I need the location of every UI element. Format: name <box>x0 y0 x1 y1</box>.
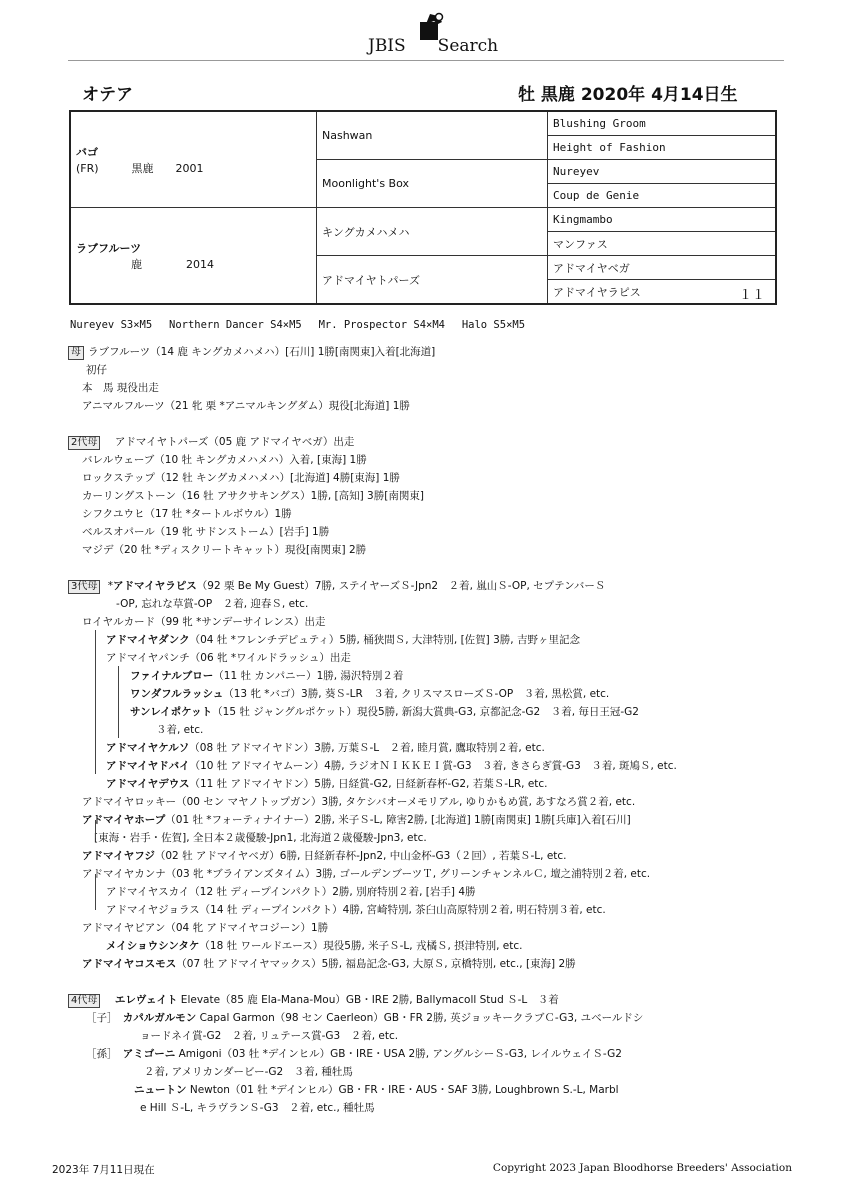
g3-5: Kingmambo <box>548 208 777 232</box>
line-text: （11 牡 カンパニー）1勝, 湯沢特別２着 <box>213 670 404 682</box>
spacer <box>68 973 798 991</box>
horse-name-bold: アドマイヤドバイ <box>106 760 190 772</box>
horse-name-bold: ファイナルブロー <box>130 670 214 682</box>
line-text: Elevate（85 鹿 Ela-Mana-Mou）GB・IRE 2勝, Ballymacoll Stud Ｓ-L ３着 <box>177 994 559 1006</box>
family-line <box>68 1063 798 1081</box>
horse-name: オテア <box>82 85 133 105</box>
spacer <box>68 415 798 433</box>
line-text <box>104 994 115 1006</box>
line-text: （01 牡 *フォーティナイナー）2勝, 米子Ｓ-L, 障害2勝, [北海道] 1勝[南関東] 1勝[兵庫]入着[石川] <box>165 814 631 826</box>
spacer <box>68 559 798 577</box>
family-line <box>68 865 798 883</box>
family-line <box>68 937 798 955</box>
line-text: アドマイヤトパーズ（05 鹿 アドマイヤベガ）出走 <box>104 436 355 448</box>
family-line <box>68 361 798 379</box>
line-text: ラブフルーツ（14 鹿 キングカメハメハ）[石川] 1勝[南関東]入着[北海道] <box>88 346 436 358</box>
generation-tag: 2代母 <box>68 436 100 450</box>
line-text: アドマイヤスカイ（12 牡 ディープインパクト）2勝, 別府特別２着, [岩手] 4勝 <box>106 886 476 898</box>
line-text: アドマイヤカンナ（03 牝 *ブライアンズタイム）3勝, ゴールデンブーツＴ, グリーンチャンネルＣ, 壇之浦特別２着, etc. <box>82 868 651 880</box>
horse-name-bold: アドマイヤホープ <box>82 814 166 826</box>
dam-dam-cell: アドマイヤトパーズ <box>317 256 548 305</box>
line-text: （15 牡 ジャングルポケット）現役5勝, 新潟大賞典-G3, 京都記念-G2 ３着, 毎日王冠-G2 <box>212 706 639 718</box>
family-line <box>68 541 798 559</box>
g3-3: Nureyev <box>548 160 777 184</box>
line-text: （08 牡 アドマイヤドン）3勝, 万葉Ｓ-L ２着, 睦月賞, 鷹取特別２着, etc. <box>189 742 545 754</box>
pedigree-number: １１ <box>738 288 765 303</box>
connector-line <box>118 666 119 738</box>
family-line <box>68 649 798 667</box>
line-text: ロックステップ（12 牡 キングカメハメハ）[北海道] 4勝[東海] 1勝 <box>82 472 400 484</box>
horse-name-bold: アドマイヤケルソ <box>106 742 190 754</box>
line-text: （04 牡 *フレンチデピュティ）5勝, 桶狭間Ｓ, 大津特別, [佐賀] 3勝, 吉野ヶ里記念 <box>189 634 580 646</box>
generation-tag: 4代母 <box>68 994 100 1008</box>
horse-name-bold: アドマイヤダンク <box>106 634 190 646</box>
pedigree-table <box>69 110 777 305</box>
family-line <box>68 703 798 721</box>
g3-6: マンファス <box>548 232 777 256</box>
family-lines <box>68 343 798 1117</box>
line-text: ２着, アメリカンダービー-G2 ３着, 種牡馬 <box>144 1066 353 1078</box>
sire-cell <box>70 111 317 208</box>
family-line <box>68 793 798 811</box>
line-text: （10 牡 アドマイヤムーン）4勝, ラジオＮＩＫＫＥＩ賞-G3 ３着, きさらぎ賞-G3 ３着, 斑鳩Ｓ, etc. <box>189 760 677 772</box>
family-line <box>68 631 798 649</box>
family-line <box>68 667 798 685</box>
footer-copyright: Copyright 2023 Japan Bloodhorse Breeders' Association <box>492 1162 792 1174</box>
sire-name: バゴ <box>76 145 98 159</box>
family-line <box>68 505 798 523</box>
line-text: -OP, 忘れな草賞-OP ２着, 迎春Ｓ, etc. <box>116 598 309 610</box>
horse-name-bold: エレヴェイト <box>114 994 178 1006</box>
line-text: Newton（01 牡 *デインヒル）GB・FR・IRE・AUS・SAF 3勝, Loughbrown S.-L, Marbl <box>186 1084 619 1096</box>
line-text: バレルウェーブ（10 牡 キングカメハメハ）入着, [東海] 1勝 <box>82 454 367 466</box>
connector-line <box>95 874 96 910</box>
horse-name-bold: ワンダフルラッシュ <box>130 688 224 700</box>
connector-line <box>95 630 96 774</box>
family-line <box>68 847 798 865</box>
line-text: [東海・岩手・佐賀], 全日本２歳優駿-Jpn1, 北海道２歳優駿-Jpn3, etc. <box>94 832 427 844</box>
family-line <box>68 1027 798 1045</box>
horse-name-bold: アドマイヤラピス <box>112 580 197 592</box>
line-text: （02 牡 アドマイヤベガ）6勝, 日経新春杯-Jpn2, 中山金杯-G3（２回）, 若葉Ｓ-L, etc. <box>154 850 567 862</box>
g3-1: Blushing Groom <box>548 111 777 136</box>
family-line <box>68 1045 798 1063</box>
line-text: （92 栗 Be My Guest）7勝, ステイヤーズＳ-Jpn2 ２着, 嵐山Ｓ-OP, セプテンバーＳ <box>196 580 606 592</box>
sire-info: (FR) 黒鹿 2001 <box>76 161 204 175</box>
family-line <box>68 1009 798 1027</box>
g3-4: Coup de Genie <box>548 184 777 208</box>
line-text: e Hill Ｓ-L, キラヴランＳ-G3 ２着, etc., 種牡馬 <box>140 1102 375 1114</box>
line-text: Amigoni（03 牡 *デインヒル）GB・IRE・USA 2勝, アングルシーＳ-G3, レイルウェイＳ-G2 <box>175 1048 622 1060</box>
line-text: ロイヤルカード（99 牝 *サンデーサイレンス）出走 <box>82 616 326 628</box>
line-text: アドマイヤジョラス（14 牡 ディープインパクト）4勝, 宮崎特別, 茶臼山高原特別２着, 明石特別３着, etc. <box>106 904 606 916</box>
logo-text: JBIS Search <box>368 36 499 56</box>
line-text: 本 馬 現役出走 <box>82 382 159 394</box>
family-line <box>68 829 798 847</box>
family-line <box>68 955 798 973</box>
line-text: マジデ（20 牡 *ディスクリートキャット）現役[南関東] 2勝 <box>82 544 367 556</box>
family-line <box>68 739 798 757</box>
line-text: シフクユウヒ（17 牡 *タートルボウル）1勝 <box>82 508 292 520</box>
generation-tag: 母 <box>68 346 84 360</box>
line-text: （13 牝 *バゴ）3勝, 葵Ｓ-LR ３着, クリスマスローズＳ-OP ３着, 黒松賞, etc. <box>223 688 610 700</box>
dam-cell <box>70 208 317 305</box>
family-line <box>68 577 798 595</box>
family-line <box>68 595 798 613</box>
horse-name-bold: アドマイヤコスモス <box>82 958 177 970</box>
family-line <box>68 919 798 937</box>
family-line <box>68 433 798 451</box>
horse-name-bold: メイショウシンタケ <box>106 940 200 952</box>
line-text: アドマイヤピアン（04 牝 アドマイヤコジーン）1勝 <box>82 922 329 934</box>
horse-info: 牡 黒鹿 2020年 4月14日生 <box>518 85 738 105</box>
line-text: （07 牡 アドマイヤマックス）5勝, 福島記念-G3, 大原Ｓ, 京橋特別, etc., [東海] 2勝 <box>176 958 576 970</box>
family-line <box>68 379 798 397</box>
g3-7: アドマイヤベガ <box>548 256 777 280</box>
dam-sire-cell: キングカメハメハ <box>317 208 548 256</box>
horse-name-bold: アドマイヤフジ <box>82 850 155 862</box>
family-line <box>68 613 798 631</box>
family-line <box>68 451 798 469</box>
family-line <box>68 991 798 1009</box>
family-line <box>68 883 798 901</box>
line-text: ［孫］ <box>86 1048 123 1060</box>
line-text: * <box>104 580 113 592</box>
line-text: ョードネイ賞-G2 ２着, リュテース賞-G3 ２着, etc. <box>140 1030 399 1042</box>
sire-dam-cell: Moonlight's Box <box>317 160 548 208</box>
g3-2: Height of Fashion <box>548 136 777 160</box>
line-text: アニマルフルーツ（21 牝 栗 *アニマルキングダム）現役[北海道] 1勝 <box>82 400 410 412</box>
connector-line <box>95 820 96 838</box>
line-text: アドマイヤパンチ（06 牝 *ワイルドラッシュ）出走 <box>106 652 351 664</box>
family-line <box>68 721 798 739</box>
family-line <box>68 469 798 487</box>
horse-name-bold: アミゴーニ <box>122 1048 176 1060</box>
family-line <box>68 343 798 361</box>
horse-name-bold: アドマイヤデウス <box>106 778 190 790</box>
horse-name-bold: サンレイポケット <box>130 706 213 718</box>
line-text: Capal Garmon（98 セン Caerleon）GB・FR 2勝, 英ジョッキークラブＣ-G3, ユベールドシ <box>196 1012 644 1024</box>
family-line <box>68 523 798 541</box>
horse-name-bold: ニュートン <box>134 1084 187 1096</box>
g3-8-name: アドマイヤラピス <box>553 285 641 299</box>
g3-8 <box>548 280 777 305</box>
line-text: （18 牡 ワールドエース）現役5勝, 米子Ｓ-L, 戎橘Ｓ, 摂津特別, etc. <box>199 940 523 952</box>
family-line <box>68 775 798 793</box>
dam-info: 鹿 2014 <box>76 257 214 271</box>
dam-name: ラブフルーツ <box>76 241 142 255</box>
header-divider <box>68 60 784 61</box>
line-text: ベルスオパール（19 牝 サドンストーム）[岩手] 1勝 <box>82 526 330 538</box>
line-text: アドマイヤロッキー（00 セン マヤノトップガン）3勝, タケシバオーメモリアル, ゆりかもめ賞, あすなろ賞２着, etc. <box>82 796 636 808</box>
family-line <box>68 901 798 919</box>
footer-date: 2023年 7月11日現在 <box>52 1164 155 1176</box>
sire-sire-cell: Nashwan <box>317 111 548 160</box>
line-text: ３着, etc. <box>156 724 204 736</box>
family-line <box>68 397 798 415</box>
line-text: ［子］ <box>86 1012 123 1024</box>
inbreeding-line: Nureyev S3×M5 Northern Dancer S4×M5 Mr. Prospector S4×M4 Halo S5×M5 <box>70 319 526 331</box>
line-text: カーリングストーン（16 牡 アサクサキングス）1勝, [高知] 3勝[南関東] <box>82 490 424 502</box>
line-text: 初仔 <box>86 364 107 376</box>
generation-tag: 3代母 <box>68 580 100 594</box>
family-line <box>68 685 798 703</box>
family-line <box>68 757 798 775</box>
family-line <box>68 1099 798 1117</box>
horse-name-bold: カパルガルモン <box>122 1012 197 1024</box>
family-line <box>68 1081 798 1099</box>
line-text: （11 牡 アドマイヤドン）5勝, 日経賞-G2, 日経新春杯-G2, 若葉Ｓ-LR, etc. <box>189 778 548 790</box>
family-line <box>68 487 798 505</box>
jbis-search-logo <box>368 10 508 58</box>
family-line <box>68 811 798 829</box>
